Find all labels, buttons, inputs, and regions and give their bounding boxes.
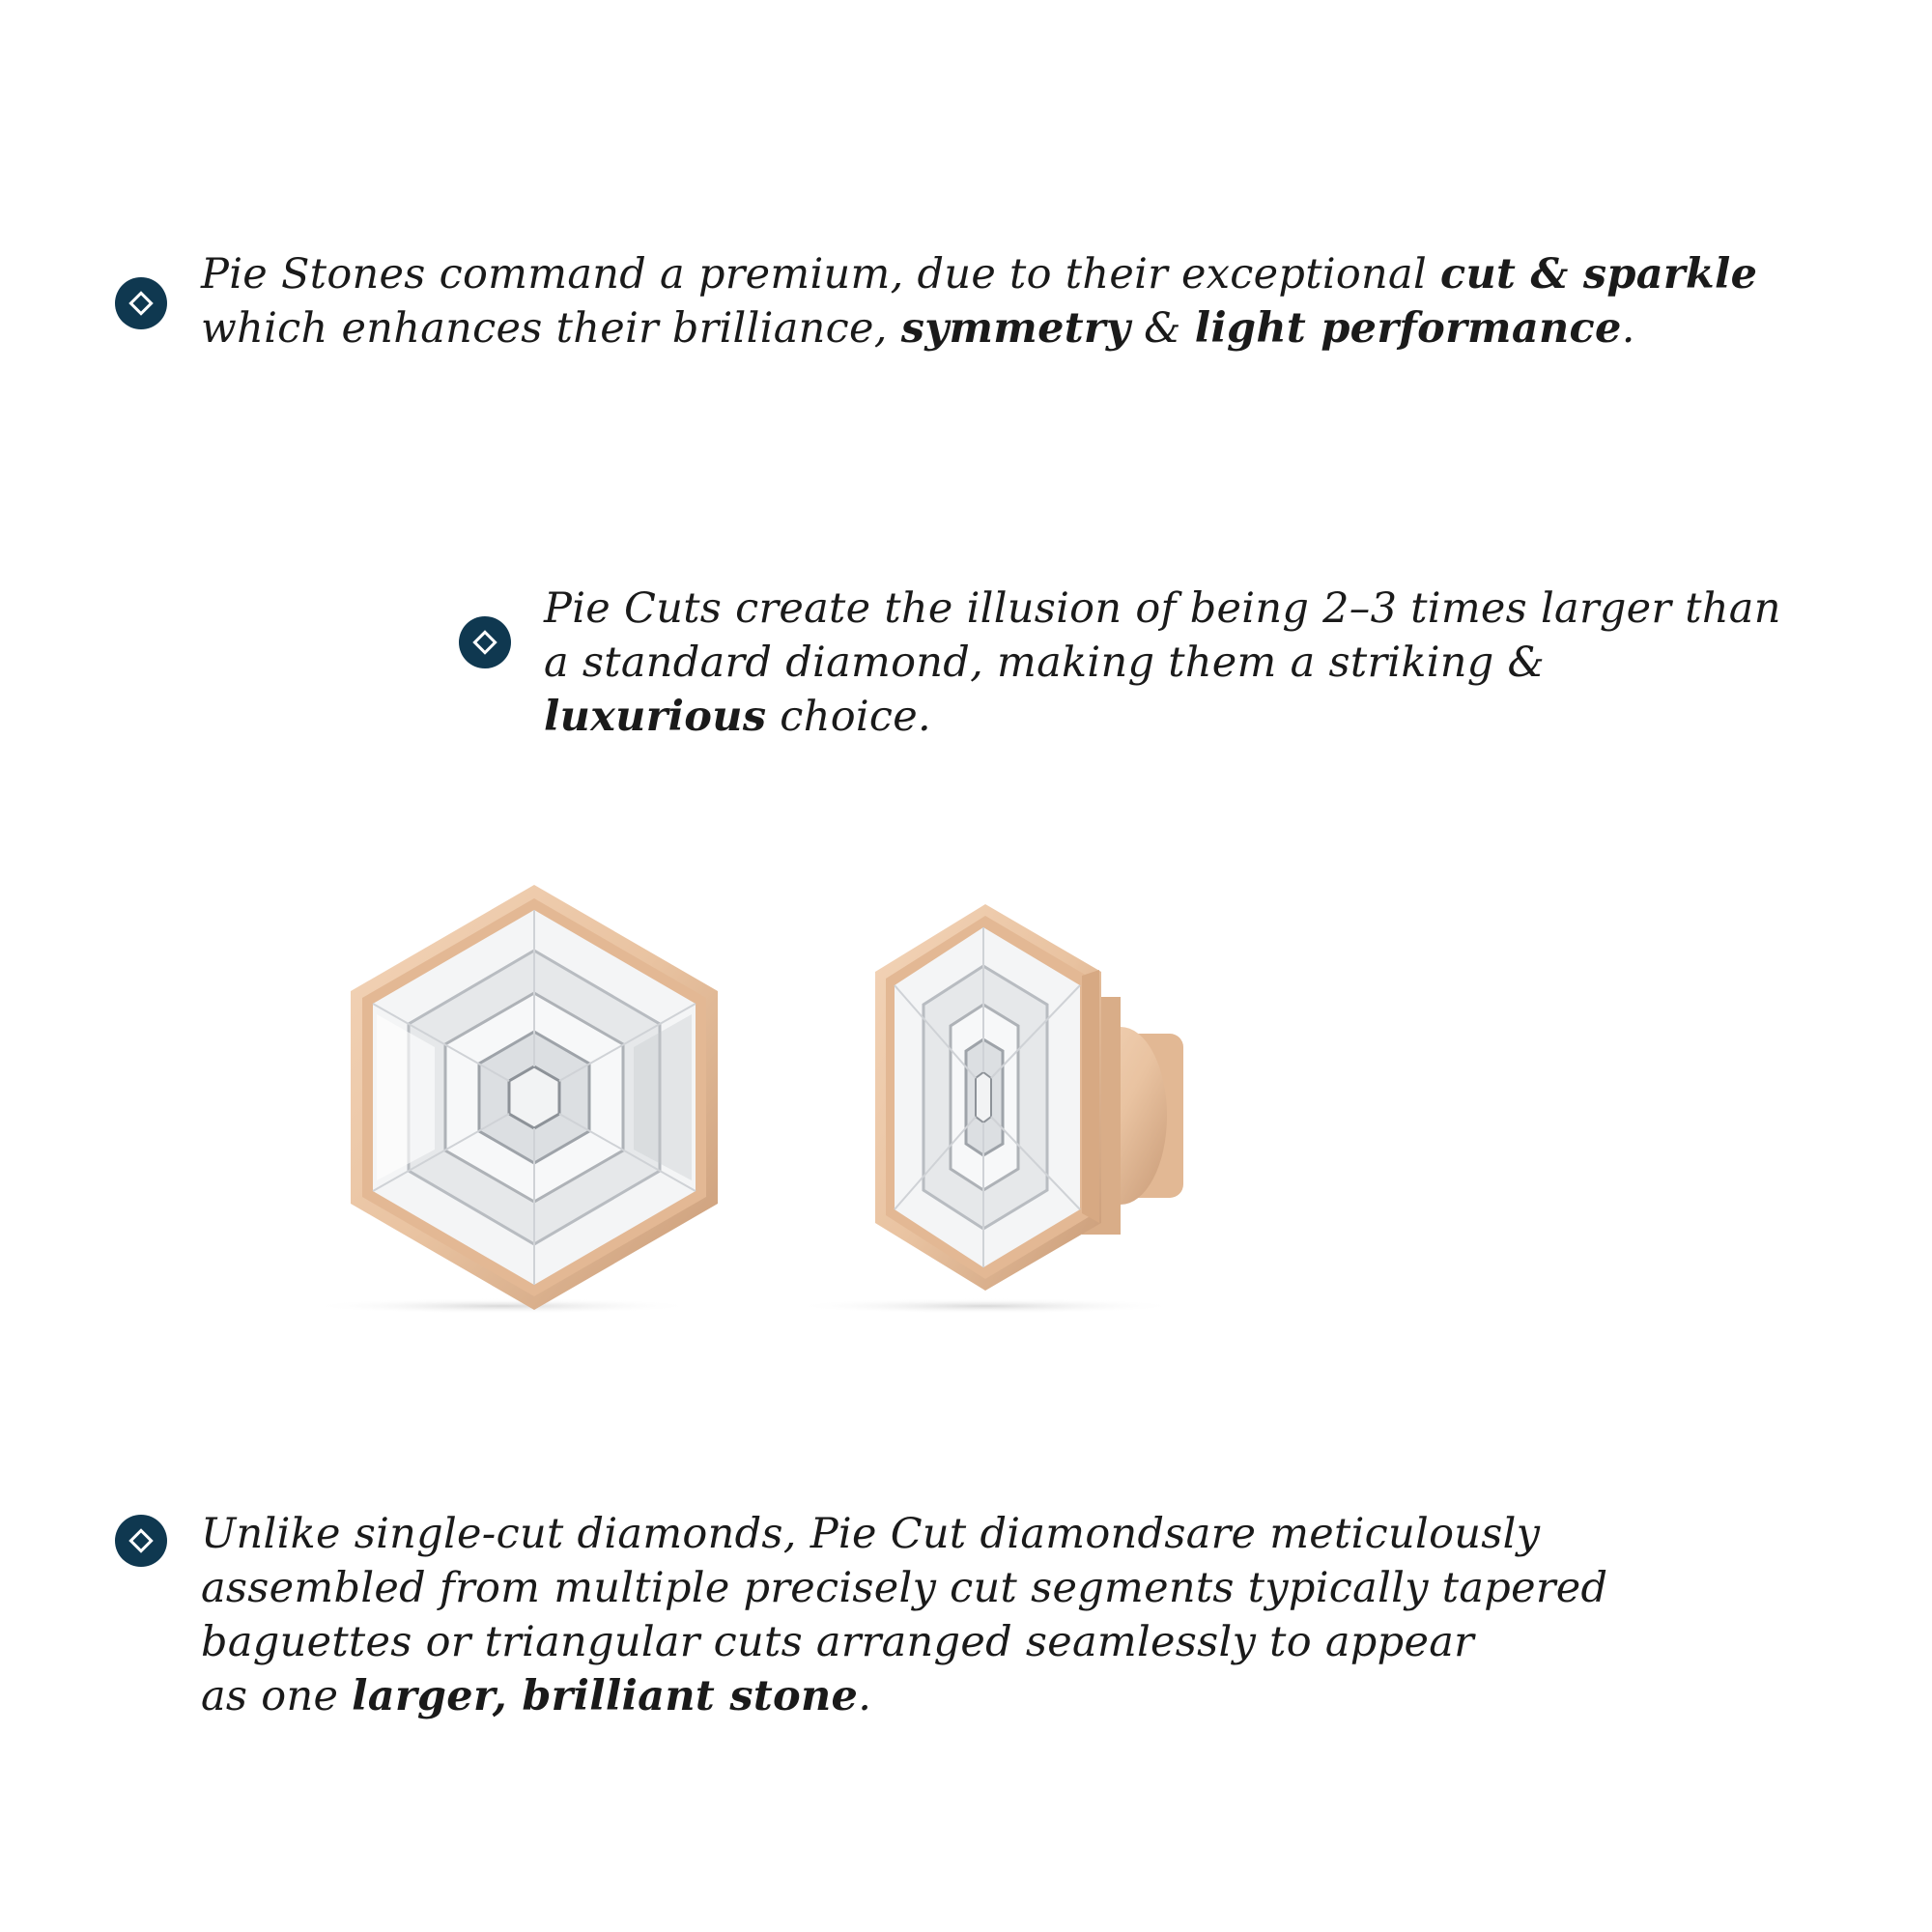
body-text: Pie Cuts create the illusion of being 2–3 times larger than	[544, 584, 1781, 633]
body-text: assembled from multiple precisely cut segments typically tapered	[201, 1564, 1608, 1612]
emphasis-text: larger, brilliant stone	[352, 1672, 859, 1720]
emphasis-text: cut & sparkle	[1440, 250, 1758, 298]
body-text: .	[1621, 304, 1635, 353]
emphasis-text: luxurious	[544, 693, 767, 741]
left-earring	[351, 885, 718, 1310]
earring-shadow	[309, 1298, 696, 1314]
body-text: a standard diamond, making them a striking &	[544, 639, 1546, 687]
right-earring	[875, 904, 1101, 1291]
earring-shadow	[792, 1298, 1179, 1314]
feature-text-construction	[201, 1507, 1607, 1723]
feature-text-illusion	[544, 582, 1781, 744]
body-text: baguettes or triangular cuts arranged seamlessly to appear	[201, 1618, 1475, 1666]
body-text: Unlike single-cut diamonds, Pie Cut diamondsare meticulously	[201, 1510, 1541, 1558]
body-text: .	[858, 1672, 872, 1720]
body-text: &	[1130, 304, 1195, 353]
hexagon-stud-earrings-image	[309, 869, 1275, 1333]
body-text: as one	[201, 1672, 353, 1720]
body-text: Pie Stones command a premium, due to their exceptional	[201, 250, 1441, 298]
diamond-bullet-icon	[115, 1515, 167, 1567]
body-text: which enhances their brilliance,	[201, 304, 901, 353]
emphasis-text: light performance	[1194, 304, 1622, 353]
feature-text-premium	[201, 247, 1757, 355]
emphasis-text: symmetry	[900, 304, 1131, 353]
body-text: choice.	[766, 693, 932, 741]
diamond-bullet-icon	[459, 616, 511, 668]
diamond-bullet-icon	[115, 277, 167, 329]
